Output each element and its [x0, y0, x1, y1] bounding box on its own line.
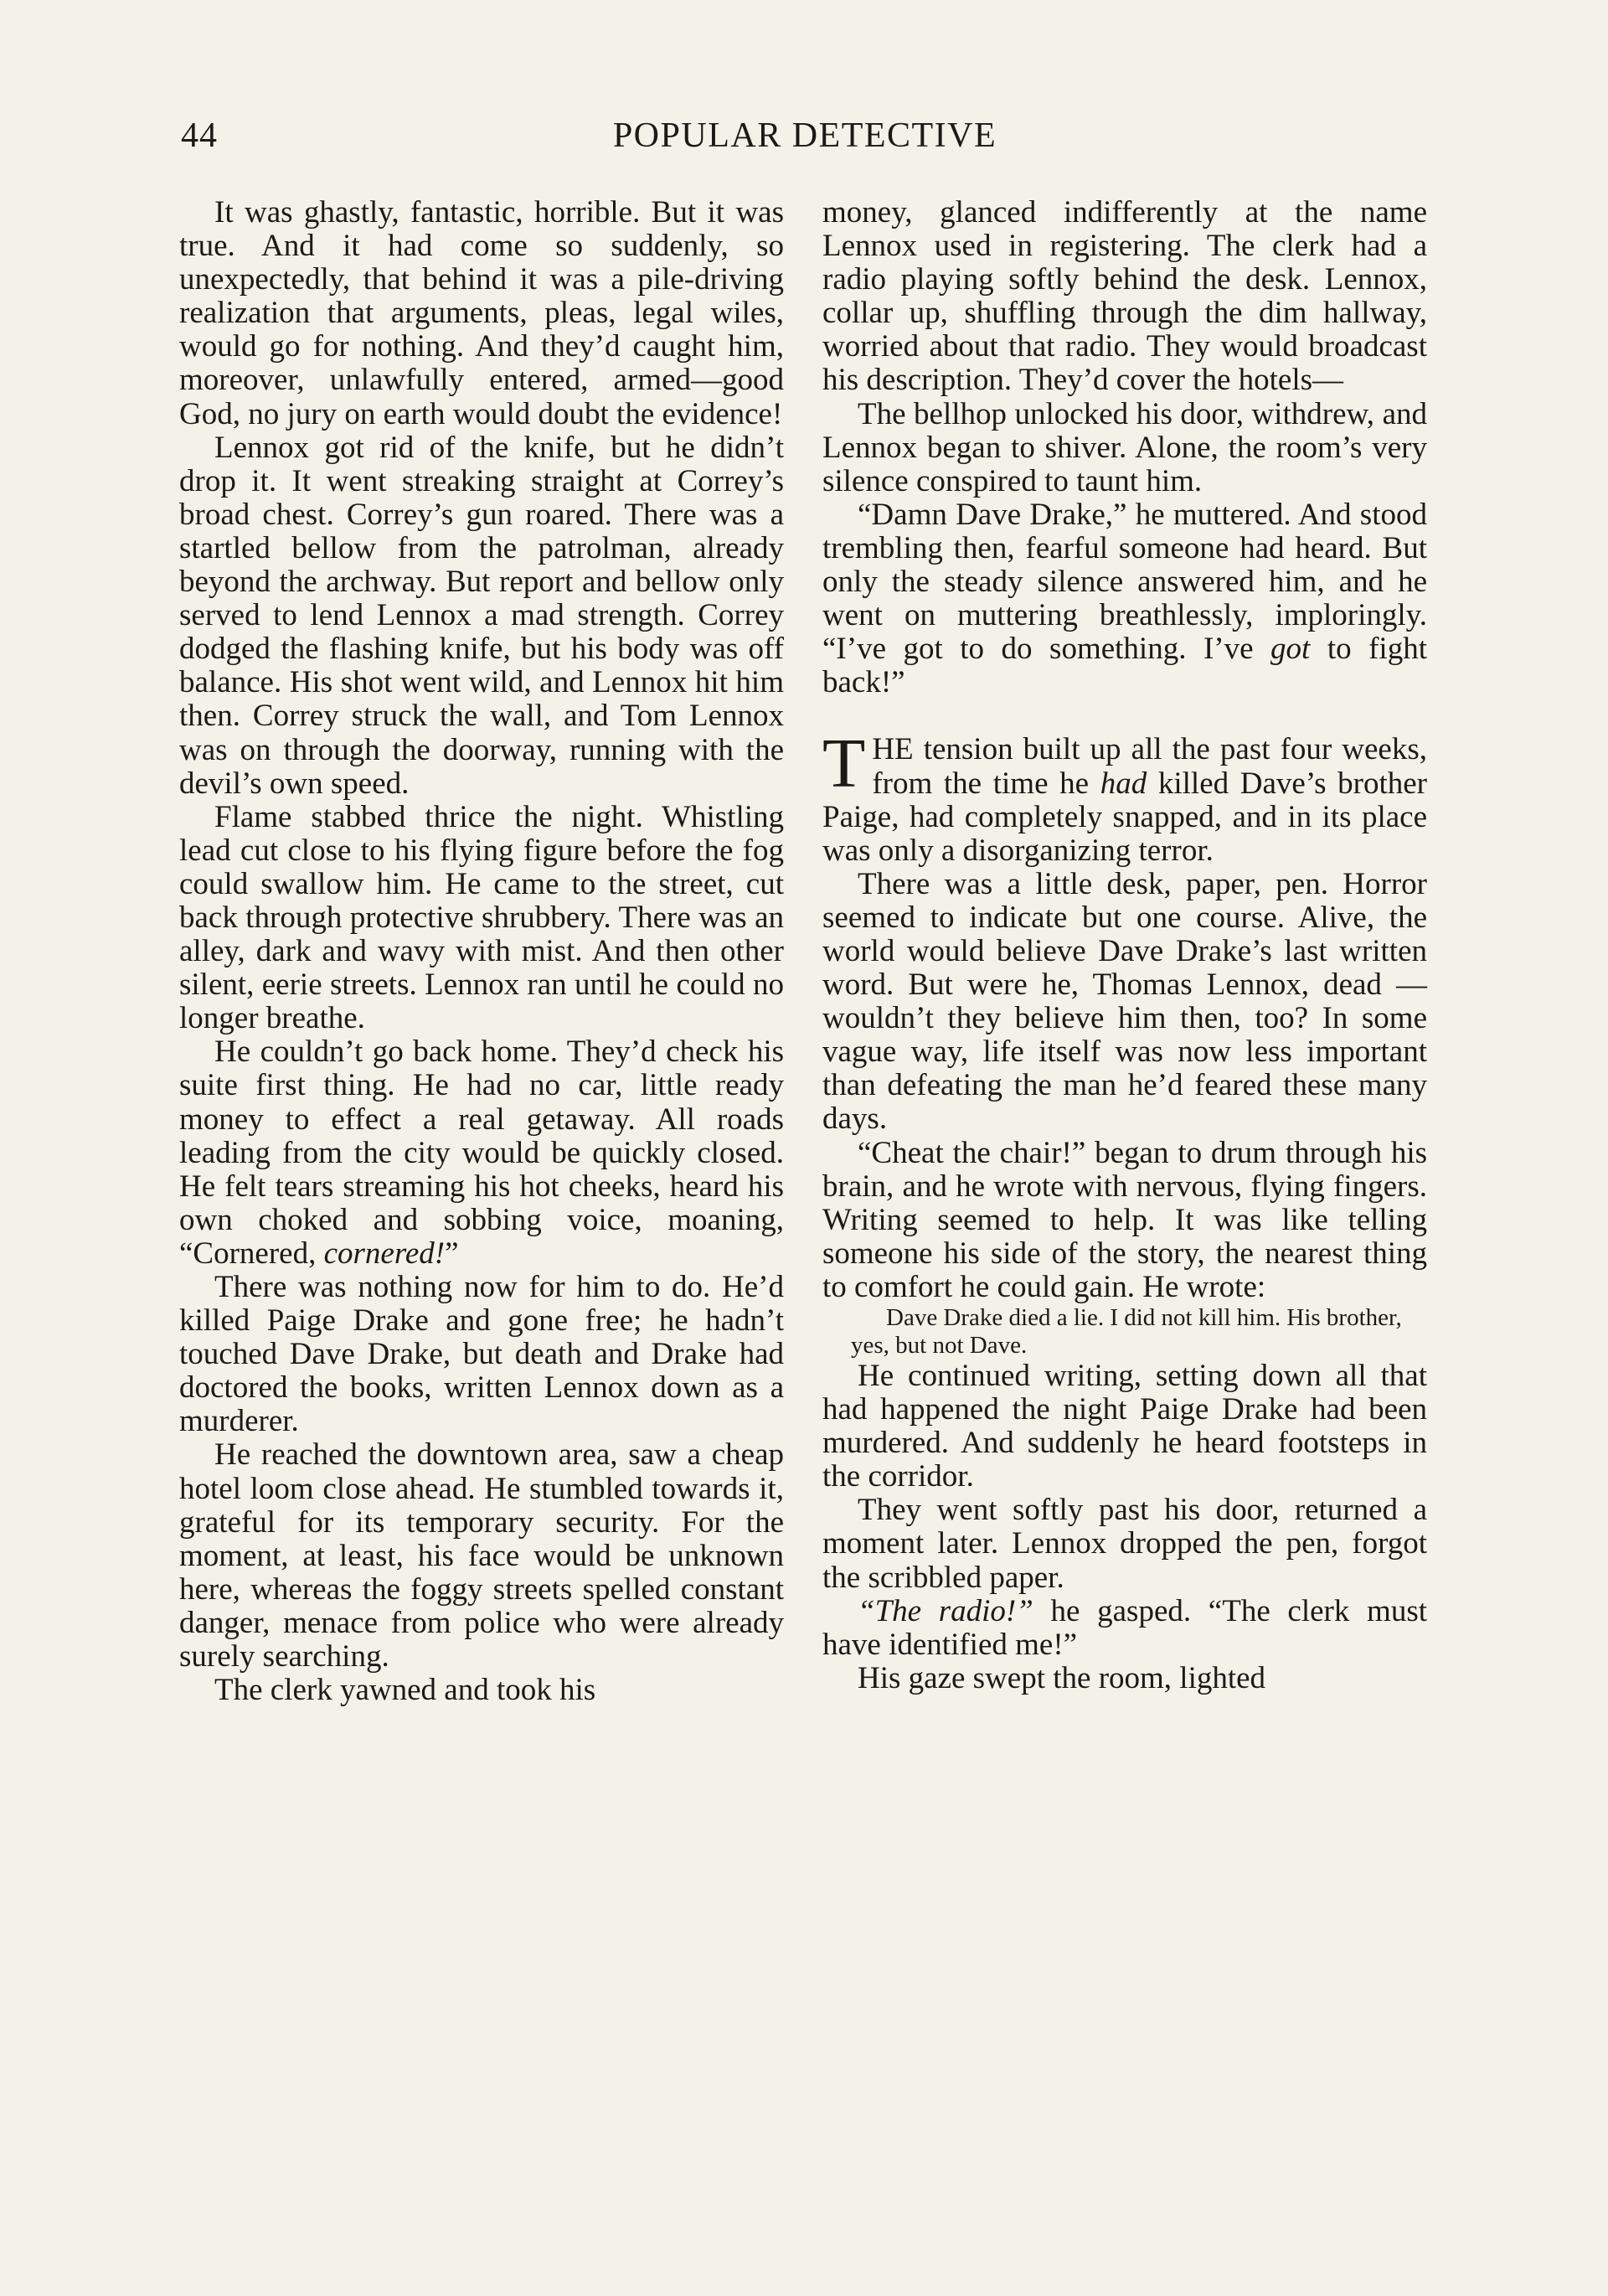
paragraph: The bellhop unlocked his door, withdrew, and Lennox began to shiver. Alone, the room’s very silence conspired to taunt him. — [822, 396, 1427, 498]
italic-text: got — [1270, 632, 1311, 667]
paragraph: “Cheat the chair!” began to drum through his brain, and he wrote with nervous, flying fingers. Writing seemed to help. It was like telling someone his side of the story, the nearest thing to comfort he could gain. He wrote: — [822, 1135, 1427, 1304]
paragraph: There was nothing now for him to do. He’d killed Paige Drake and gone free; he hadn’t touched Dave Drake, but death and Drake had doctored the books, written Lennox down as a murderer. — [179, 1270, 784, 1439]
section-start-paragraph — [822, 725, 1427, 868]
paragraph — [822, 1595, 1427, 1662]
running-head — [181, 116, 1429, 166]
paragraph-text: he gasped. “The clerk must have identified me!” — [822, 1593, 1427, 1662]
italic-text: “The radio!” — [858, 1593, 1033, 1628]
paragraph: Flame stabbed thrice the night. Whistling lead cut close to his flying figure before the fog could swallow him. He came to the street, cut back through protective shrubbery. There was an alley, dark and wavy with mist. And then other silent, eerie streets. Lennox ran until he could no longer breathe. — [179, 799, 784, 1036]
paragraph — [179, 1035, 784, 1271]
magazine-title: POPULAR DETECTIVE — [612, 116, 997, 155]
drop-cap: T — [822, 725, 866, 803]
paragraph-text: to fight back!” — [822, 632, 1427, 700]
italic-text: cornered! — [323, 1236, 446, 1271]
paragraph: He continued writing, setting down all that had happened the night Paige Drake had been murdered. And suddenly he heard footsteps in the corridor. — [822, 1359, 1427, 1494]
paragraph-text: ” — [445, 1236, 459, 1271]
italic-text: had — [1100, 766, 1147, 801]
paragraph-text: killed Dave’s brother Paige, had completely snapped, and in its place was only a disorganizing terror. — [822, 766, 1427, 868]
paragraph — [822, 498, 1427, 700]
right-column — [822, 196, 1427, 1695]
paragraph: Lennox got rid of the knife, but he didn’t drop it. It went streaking straight at Correy’s broad chest. Correy’s gun roared. There was a startled bellow from the patrolman, already beyond the archway. But report and bellow only served to lend Lennox a mad strength. Correy dodged the flashing knife, but his body was off balance. His shot went wild, and Lennox hit him then. Correy struck the wall, and Tom Lennox was on through the doorway, running with the devil’s own speed. — [179, 430, 784, 801]
paragraph: It was ghastly, fantastic, horrible. But it was true. And it had come so suddenly, so unexpectedly, that behind it was a pile-driving realization that arguments, pleas, legal wiles, would go for nothing. And they’d caught him, moreover, unlawfully entered, armed—good God, no jury on earth would doubt the evidence! — [179, 195, 784, 431]
paragraph-text: He couldn’t go back home. They’d check his suite first thing. He had no car, little ready money to effect a real getaway. All roads leading from the city would be quickly closed. He felt tears streaming his hot cheeks, heard his own choked and sobbing voice, moaning, “Cornered, — [179, 1034, 784, 1271]
paragraph: money, glanced indifferently at the name Lennox used in registering. The clerk had a radio playing softly behind the desk. Lennox, collar up, shuffling through the dim hallway, worried about that radio. They would broadcast his description. They’d cover the hotels— — [822, 195, 1427, 398]
left-column — [179, 196, 784, 1707]
paragraph: He reached the downtown area, saw a cheap hotel loom close ahead. He stumbled towards it, grateful for its temporary security. For the moment, at least, his face would be unknown here, whereas the foggy streets spelled constant danger, menace from police who were already surely searching. — [179, 1437, 784, 1674]
paragraph-text: “Damn Dave Drake,” he muttered. And stood trembling then, fearful someone had heard. But only the steady silence answered him, and he went on muttering breathlessly, imploringly. “I’ve got to do something. I’ve — [822, 497, 1427, 667]
paragraph-text: HE tension built up all the past four weeks, from the time he — [872, 732, 1427, 801]
letter-quote: Dave Drake died a lie. I did not kill him. His brother, yes, but not Dave. — [851, 1304, 1402, 1359]
paragraph: His gaze swept the room, lighted — [858, 1660, 1266, 1695]
paragraph: The clerk yawned and took his — [214, 1673, 596, 1708]
page-number: 44 — [181, 116, 218, 155]
paragraph: There was a little desk, paper, pen. Horror seemed to indicate but one course. Alive, the world would believe Dave Drake’s last written word. But were he, Thomas Lennox, dead —wouldn’t they believe him then, too? In some vague way, life itself was now less important than defeating the man he’d feared these many days. — [822, 866, 1427, 1137]
paragraph: They went softly past his door, returned a moment later. Lennox dropped the pen, forgot the scribbled paper. — [822, 1493, 1427, 1595]
